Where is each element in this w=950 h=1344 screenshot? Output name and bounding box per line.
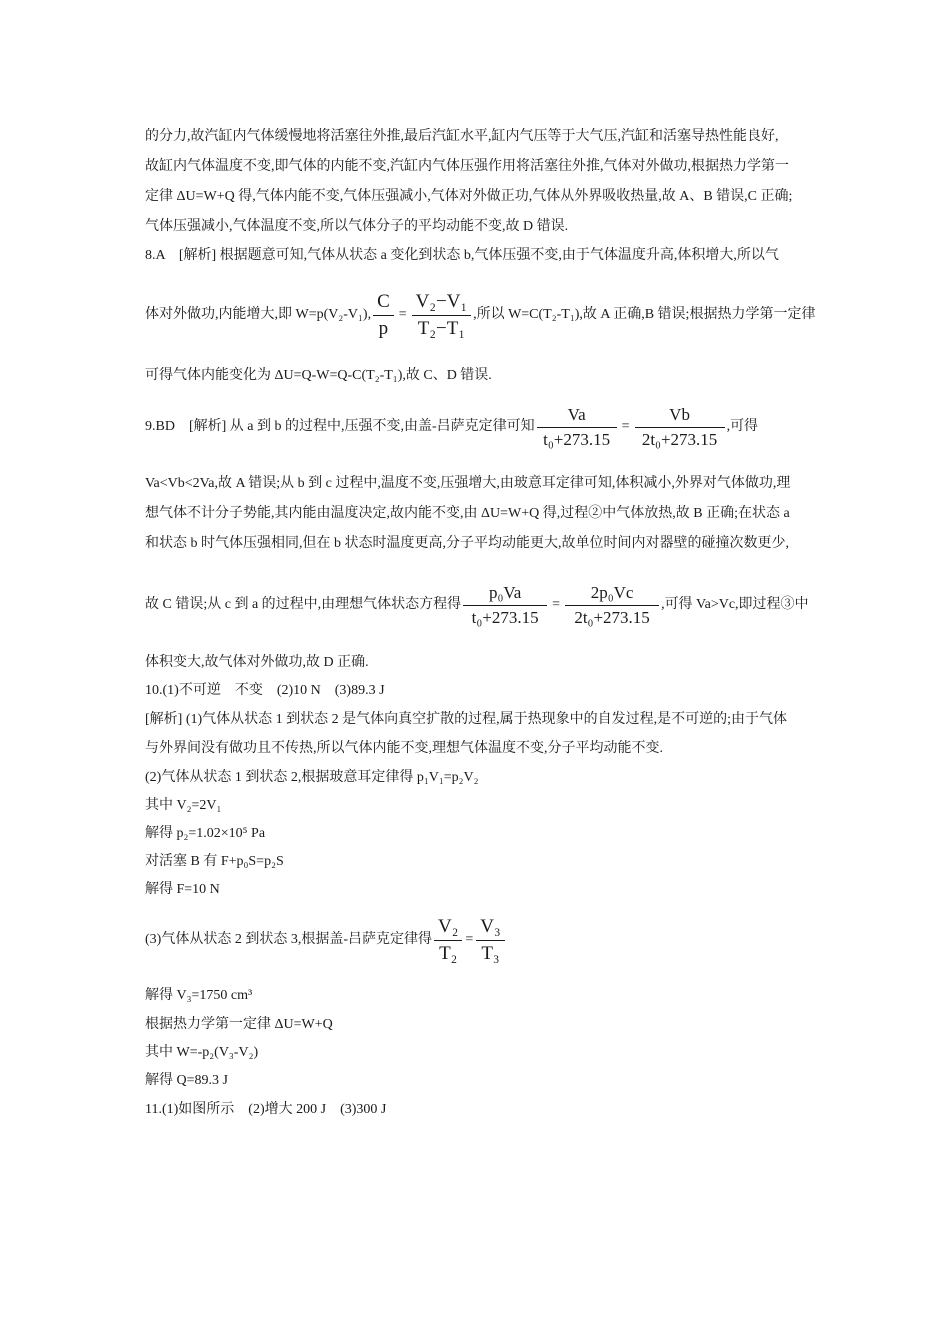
fraction-denominator: 2t₀+273.15 [641,429,718,449]
equals-sign: = [552,597,561,612]
answer-8-header: 8.A [解析] 根据题意可知,气体从状态 a 变化到状态 b,气体压强不变,由于气体温度升高,体积增大,所以气 [145,248,779,263]
fraction-numerator: Vb [635,404,725,428]
equals-sign: = [621,419,630,434]
text-line: 解得 Q=89.3 J [145,1073,228,1088]
text-segment: ,所以 W=C(T₂-T₁),故 A 正确,B 错误;根据热力学第一定律 [473,307,816,322]
text-line: 想气体不计分子势能,其内能由温度决定,故内能不变,由 ΔU=W+Q 得,过程②中气体放热,故 B 正确;在状态 a [145,506,790,521]
text-line: 体积变大,故气体对外做功,故 D 正确. [145,655,369,670]
answer-10-gay-lussac-line [145,914,507,966]
text-segment: (3)气体从状态 2 到状态 3,根据盖-吕萨克定律得 [145,932,432,947]
fraction-va [537,404,617,451]
text-line: 解得 F=10 N [145,882,220,897]
fraction-numerator: 2p₀Vc [565,582,659,606]
answer-8-formula-line [145,290,815,340]
equals-sign: = [465,932,474,947]
fraction-denominator: 2t₀+273.15 [574,607,650,627]
text-line: 其中 V₂=2V₁ [145,798,222,813]
text-line: 的分力,故汽缸内气体缓慢地将活塞往外推,最后汽缸水平,缸内气压等于大气压,汽缸和活塞导热性能良好, [145,129,779,144]
fraction-vb [635,404,725,451]
fraction-v-over-t [412,290,471,341]
fraction-denominator: T₃ [481,942,500,964]
fraction-p0va [463,582,547,629]
text-line: 对活塞 B 有 F+p₀S=p₂S [145,854,284,869]
answer-9-state-equation-line [145,578,809,632]
text-line: 解得 V₃=1750 cm³ [145,988,253,1003]
text-line: 解得 p₂=1.02×10⁵ Pa [145,826,266,841]
answer-9-formula-line [145,400,758,454]
text-line: 根据热力学第一定律 ΔU=W+Q [145,1017,333,1032]
text-line: 故缸内气体温度不变,即气体的内能不变,汽缸内气体压强作用将活塞往外推,气体对外做功,根据热力学第一 [145,159,789,174]
fraction-v3-t3 [476,915,504,966]
fraction-denominator: p [378,317,389,339]
text-line: 定律 ΔU=W+Q 得,气体内能不变,气体压强减小,气体对外做正功,气体从外界吸收热量,故 A、B 错误,C 正确; [145,189,793,204]
text-line: Va<Vb<2Va,故 A 错误;从 b 到 c 过程中,温度不变,压强增大,由玻意耳定律可知,体积减小,外界对气体做功,理 [145,476,791,491]
fraction-denominator: T₂−T₁ [417,317,465,339]
text-segment: ,可得 [726,419,759,434]
fraction-denominator: t₀+273.15 [543,429,611,449]
text-segment: 故 C 错误;从 c 到 a 的过程中,由理想气体状态方程得 [145,597,462,612]
fraction-v2-t2 [434,915,462,966]
text-line: (2)气体从状态 1 到状态 2,根据玻意耳定律得 p₁V₁=p₂V₂ [145,770,479,785]
fraction-denominator: T₂ [439,942,458,964]
fraction-2p0vc [565,582,659,629]
fraction-denominator: t₀+273.15 [471,607,539,627]
text-line: [解析] (1)气体从状态 1 到状态 2 是气体向真空扩散的过程,属于热现象中的自发过程,是不可逆的;由于气体 [145,712,788,727]
text-line: 可得气体内能变化为 ΔU=Q-W=Q-C(T₂-T₁),故 C、D 错误. [145,368,492,383]
fraction-numerator: V₂−V₁ [412,290,471,316]
equals-sign: = [398,307,407,322]
answer-11-header: 11.(1)如图所示 (2)增大 200 J (3)300 J [145,1102,387,1117]
text-segment: 9.BD [解析] 从 a 到 b 的过程中,压强不变,由盖-吕萨克定律可知 [145,419,535,434]
fraction-c-over-p [373,290,394,341]
fraction-numerator: V₃ [476,915,504,941]
text-segment: ,可得 Va>Vc,即过程③中 [661,597,809,612]
text-line: 其中 W=-p₂(V₃-V₂) [145,1045,259,1060]
text-line: 气体压强减小,气体温度不变,所以气体分子的平均动能不变,故 D 错误. [145,219,569,234]
fraction-numerator: Va [537,404,617,428]
text-segment: 体对外做功,内能增大,即 W=p(V₂-V₁), [145,307,372,322]
text-line: 和状态 b 时气体压强相同,但在 b 状态时温度更高,分子平均动能更大,故单位时间内对器壁的碰撞次数更少, [145,536,789,551]
text-line: 与外界间没有做功且不传热,所以气体内能不变,理想气体温度不变,分子平均动能不变. [145,741,663,756]
fraction-numerator: p₀Va [463,582,547,606]
fraction-numerator: C [373,290,394,316]
fraction-numerator: V₂ [434,915,462,941]
answer-10-header: 10.(1)不可逆 不变 (2)10 N (3)89.3 J [145,683,385,698]
